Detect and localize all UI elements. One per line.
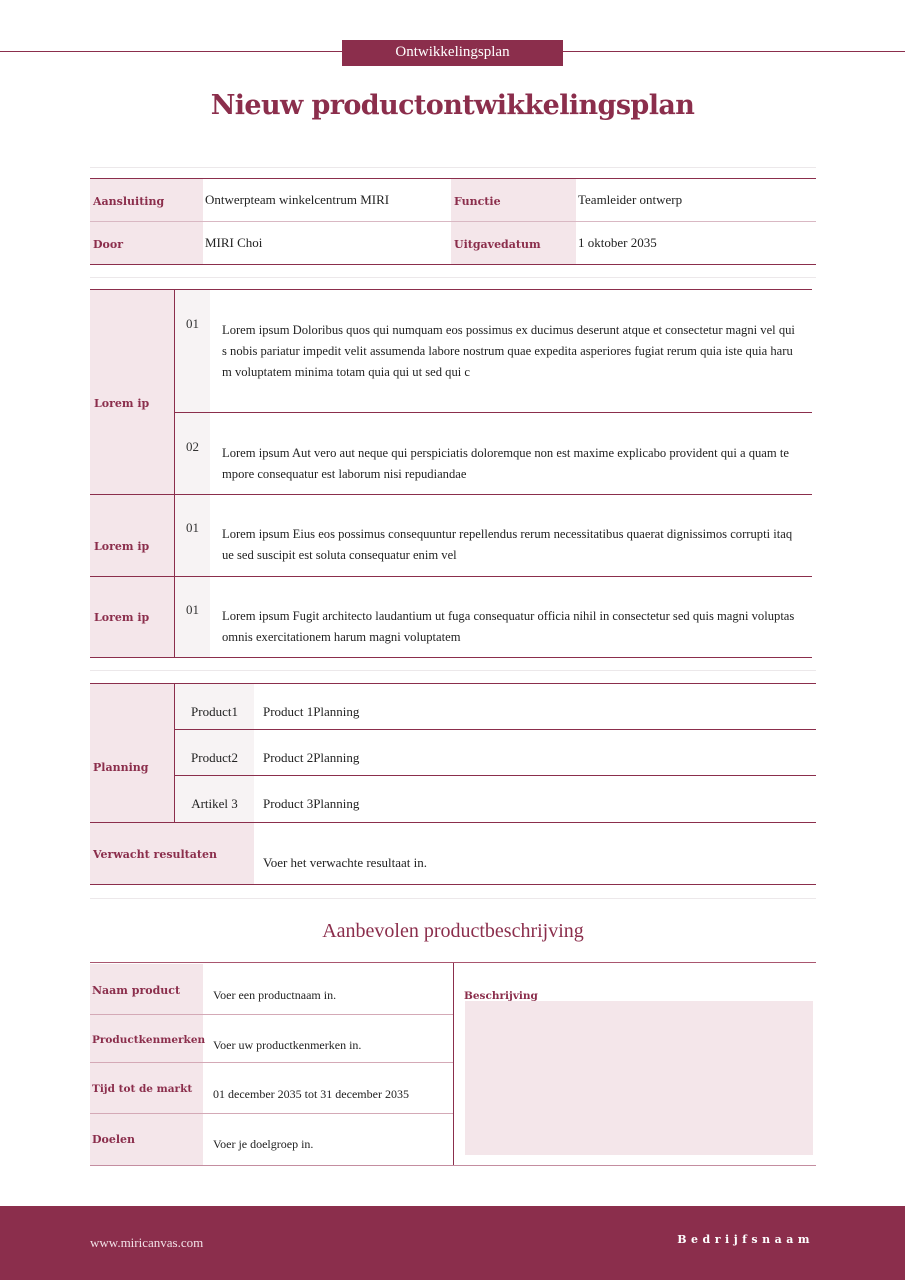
product-name: Product2 (191, 750, 238, 765)
item-number: 01 (186, 316, 199, 331)
time-to-market-value: 01 december 2035 tot 31 december 2035 (213, 1087, 409, 1101)
by-value: MIRI Choi (205, 235, 263, 250)
divider (90, 670, 816, 671)
table-rule (90, 962, 816, 963)
item-number: 01 (186, 602, 199, 617)
table-rule (90, 289, 812, 290)
table-rule (90, 683, 816, 684)
item-text: Lorem ipsum Doloribus quos qui numquam eos possimus ex ducimus deserunt atque et consectetur magni vel quis nobis pariatur impedit velit assumenda labore nostrum quae expedita asperiores fugiat rerum quia iste quia harum voluptatem minima totam quia qui ut sed qui c (222, 323, 795, 379)
product-planning: Product 1Planning (263, 704, 360, 719)
date-label: Uitgavedatum (454, 238, 541, 251)
group-label: Lorem ip (94, 611, 150, 624)
expected-value: Voer het verwachte resultaat in. (263, 855, 427, 870)
row-divider (90, 1014, 453, 1015)
page-title: Nieuw productontwikkelingsplan (210, 90, 695, 121)
item-text: Lorem ipsum Fugit architecto laudantium ut fuga consequatur officia nihil in consectetur sed quis magni voluptas omnis exercitationem harum magni voluptatem (222, 609, 795, 644)
table-rule (90, 657, 812, 658)
table-rule (90, 264, 816, 265)
group-label-cell (90, 290, 174, 494)
product-name: Product1 (191, 704, 238, 719)
description-box (465, 1001, 813, 1155)
group-label: Lorem ip (94, 397, 150, 410)
item-number: 01 (186, 520, 199, 535)
row-divider (90, 494, 812, 495)
footer-url[interactable]: www.miricanvas.com (90, 1235, 204, 1250)
divider (90, 898, 816, 899)
row-divider (90, 1062, 453, 1063)
row-divider (90, 822, 816, 823)
date-value: 1 oktober 2035 (578, 235, 657, 250)
header-tag: Ontwikkelingsplan (342, 40, 563, 66)
affiliation-value: Ontwerpteam winkelcentrum MIRI (205, 192, 390, 207)
planning-label-cell (90, 684, 174, 822)
planning-label: Planning (93, 761, 149, 774)
section-title: Aanbevolen productbeschrijving (322, 920, 584, 942)
item-text: Lorem ipsum Aut vero aut neque qui perspiciatis doloremque non est maxime explicabo provident qui a quam tempore consequatur est laborum nisi repudiandae (222, 446, 789, 481)
description-label: Beschrijving (464, 990, 538, 1002)
product-planning: Product 2Planning (263, 750, 360, 765)
product-features-label: Productkenmerken (92, 1034, 206, 1046)
expected-label: Verwacht resultaten (93, 848, 217, 861)
group-label-cell (90, 495, 174, 576)
column-rule (453, 963, 454, 1165)
product-name: Artikel 3 (191, 796, 238, 811)
goals-value: Voer je doelgroep in. (213, 1137, 314, 1151)
row-divider (174, 412, 812, 413)
product-name-value: Voer een productnaam in. (213, 988, 337, 1002)
product-name-label: Naam product (92, 984, 181, 997)
row-divider (174, 729, 816, 730)
table-rule (90, 884, 816, 885)
row-divider (90, 576, 812, 577)
item-text: Lorem ipsum Eius eos possimus consequuntur repellendus rerum necessitatibus quaerat dignissimos corrupti itaque sed suscipit est soluta consequatur enim vel (222, 527, 793, 562)
row-divider (90, 221, 816, 222)
group-label: Lorem ip (94, 540, 150, 553)
goals-label: Doelen (92, 1133, 136, 1146)
item-number: 02 (186, 439, 199, 454)
time-to-market-label: Tijd tot de markt (92, 1083, 193, 1095)
table-rule (90, 1165, 816, 1166)
divider (90, 167, 816, 168)
divider (90, 277, 816, 278)
company-name: Bedrijfsnaam (677, 1233, 814, 1246)
affiliation-label: Aansluiting (93, 195, 165, 208)
row-divider (90, 1113, 453, 1114)
row-divider (174, 775, 816, 776)
function-value: Teamleider ontwerp (578, 192, 683, 207)
function-label: Functie (454, 195, 501, 208)
product-planning: Product 3Planning (263, 796, 360, 811)
by-label: Door (93, 238, 124, 251)
product-features-value: Voer uw productkenmerken in. (213, 1038, 362, 1052)
